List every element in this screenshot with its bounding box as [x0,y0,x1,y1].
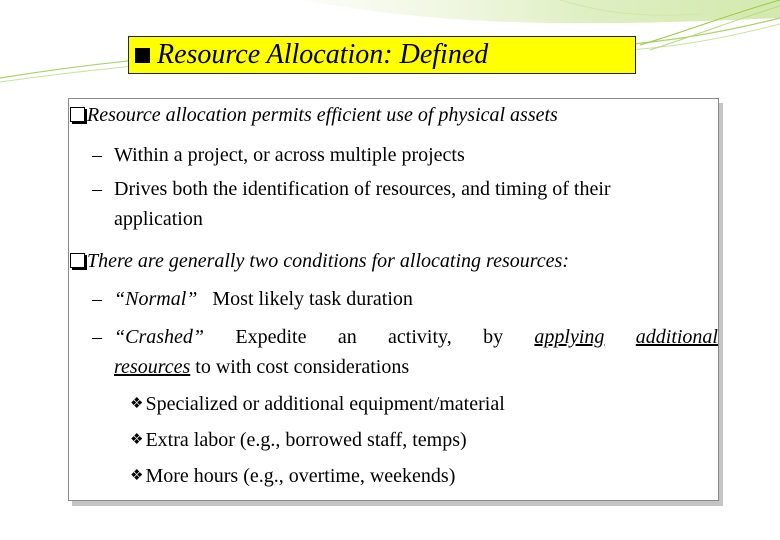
diamond-item [130,393,505,416]
bullet-1 [70,104,720,127]
dash-marker: – [92,144,102,166]
term-normal: “Normal” [114,288,198,310]
justified-line [92,322,718,352]
diamond-item-text: More hours (e.g., overtime, weekends) [145,465,456,487]
underlined-word: applying [534,326,605,348]
word: by [483,326,504,348]
sub-bullet-2-2 [92,322,718,382]
diamond-bullet-icon: ❖ [130,468,144,484]
sub-bullet-text: Within a project, or across multiple projects [114,144,465,166]
bullet-1-text: Resource allocation permits efficient use of physical assets [87,104,558,126]
dash-marker: – [92,326,102,348]
sub-bullet-2-1 [92,284,718,314]
diamond-item-text: Extra labor (e.g., borrowed staff, temps) [145,429,467,451]
sub-bullet-1-1 [92,140,718,170]
dash-marker: – [92,288,102,310]
sub-bullet-1-2 [92,174,718,234]
dash-marker: – [92,178,102,200]
diamond-bullet-icon: ❖ [130,396,144,412]
sub-bullet-text-cont: application [114,208,203,230]
word: an [337,326,357,348]
slide-title: Resource Allocation: Defined [157,39,489,70]
checkbox-bullet-icon [70,107,85,122]
diamond-bullet-icon: ❖ [130,432,144,448]
term-crashed: “Crashed” [114,326,205,348]
bullet-2-text: There are generally two conditions for allocating resources: [87,250,569,272]
word: Expedite [235,326,307,348]
sub-bullet-text: to with cost considerations [195,356,410,378]
sub-bullet-text: Drives both the identification of resources, and timing of their [114,178,611,200]
diamond-item [130,429,467,452]
underlined-word: additional [635,326,718,348]
diamond-item-text: Specialized or additional equipment/material [145,393,505,415]
underlined-word: resources [114,356,191,378]
diamond-item [130,465,455,488]
bullet-2 [70,250,720,273]
checkbox-bullet-icon [70,253,85,268]
word: activity, [388,326,452,348]
sub-bullet-text-cont [92,352,718,382]
sub-bullet-text: Most likely task duration [212,288,413,310]
